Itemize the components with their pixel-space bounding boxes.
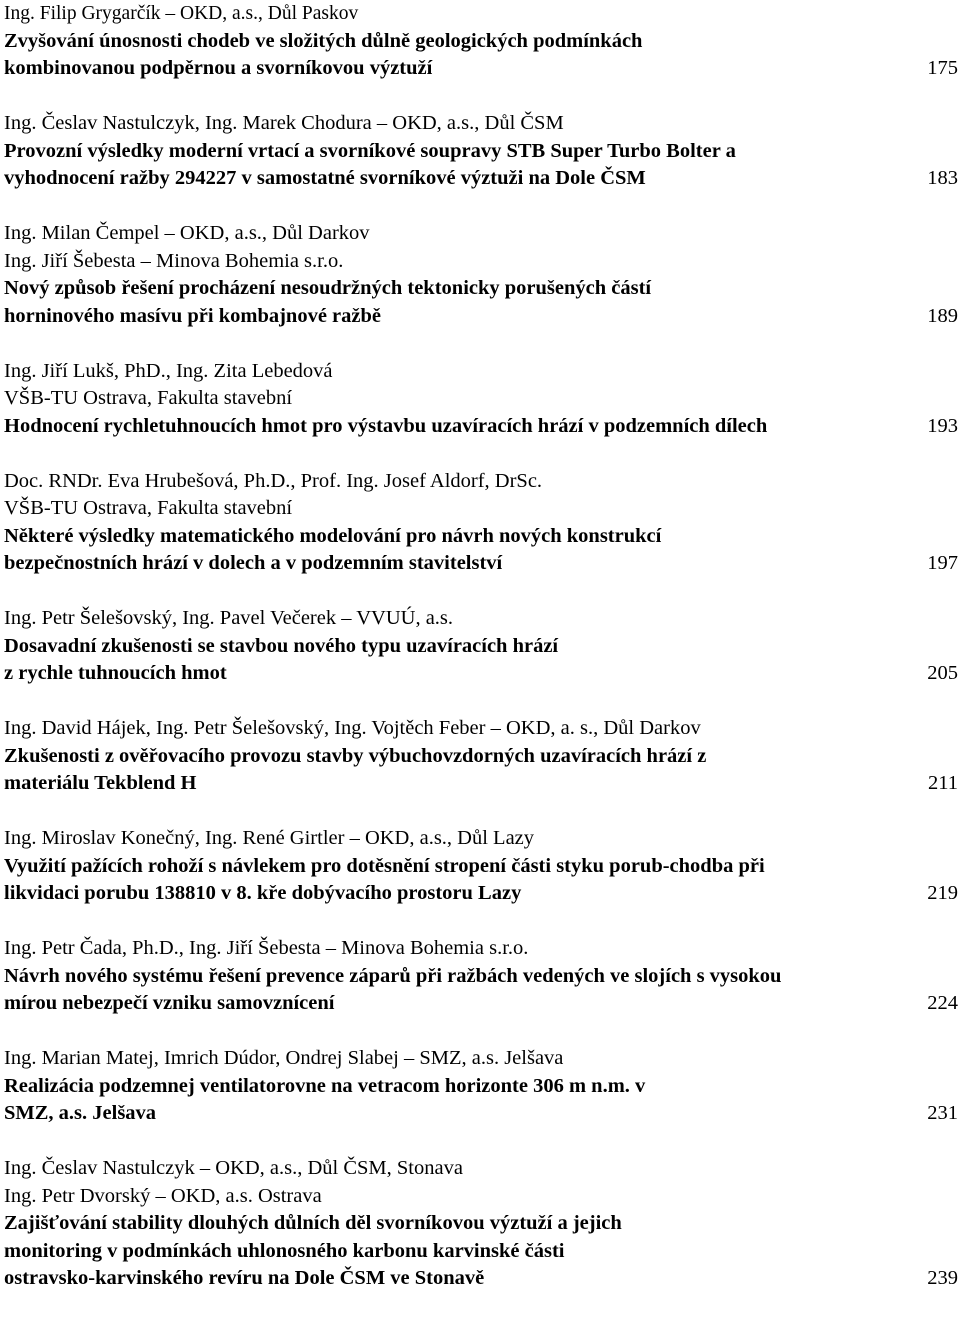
- toc-entry-title-line: [4, 1100, 960, 1128]
- toc-entry-title: z rychle tuhnoucích hmot: [4, 662, 227, 684]
- toc-entry-page-number: 211: [928, 772, 958, 794]
- toc-entry-page-number: 239: [927, 1267, 958, 1289]
- toc-entry-title: bezpečnostních hrází v dolech a v podzemním stavitelství: [4, 552, 503, 574]
- toc-entry-title-line: [4, 743, 960, 771]
- toc-entry-page-number: 175: [927, 57, 958, 79]
- table-of-contents: [4, 0, 960, 1320]
- toc-entry-author: Ing. Jiří Šebesta – Minova Bohemia s.r.o.: [4, 249, 344, 272]
- toc-entry-title-line: [4, 1210, 960, 1238]
- toc-entry: [4, 358, 960, 441]
- toc-entry-title-line: [4, 550, 960, 578]
- toc-entry-page-number: 205: [927, 662, 958, 684]
- toc-entry-title-line: [4, 633, 960, 661]
- toc-entry: [4, 220, 960, 330]
- toc-entry-page-number: 224: [927, 992, 958, 1014]
- toc-entry: [4, 110, 960, 193]
- toc-entry-page-number: 219: [927, 882, 958, 904]
- toc-entry-title: vyhodnocení ražby 294227 v samostatné svorníkové výztuži na Dole ČSM: [4, 167, 646, 189]
- toc-entry-page-number: 231: [927, 1102, 958, 1124]
- toc-entry: [4, 0, 960, 83]
- toc-entry-title-line: [4, 55, 960, 83]
- toc-entry-title-line: [4, 770, 960, 798]
- toc-entry-title: ostravsko-karvinského revíru na Dole ČSM ve Stonavě: [4, 1267, 485, 1289]
- toc-entry-author: Ing. Petr Čada, Ph.D., Ing. Jiří Šebesta – Minova Bohemia s.r.o.: [4, 937, 529, 959]
- toc-entry-title: Zkušenosti z ověřovacího provozu stavby výbuchovzdorných uzavíracích hrází z: [4, 744, 707, 767]
- toc-entry-title: Návrh nového systému řešení prevence záparů při ražbách vedených ve slojích s vysokou: [4, 964, 782, 987]
- toc-entry-title: horninového masívu při kombajnové ražbě: [4, 304, 381, 327]
- toc-entry: [4, 468, 960, 578]
- toc-entry-title-line: [4, 1265, 960, 1293]
- toc-entry: [4, 715, 960, 798]
- toc-entry-title: likvidaci porubu 138810 v 8. kře dobývacího prostoru Lazy: [4, 882, 522, 904]
- toc-entry: [4, 825, 960, 908]
- toc-entry-title-line: [4, 963, 960, 991]
- toc-entry-title: monitoring v podmínkách uhlonosného karbonu karvinské části: [4, 1239, 565, 1262]
- toc-entry-title: Provozní výsledky moderní vrtací a svorníkové soupravy STB Super Turbo Bolter a: [4, 139, 736, 162]
- toc-entry-page-number: 193: [927, 414, 958, 437]
- toc-entry-title: SMZ, a.s. Jelšava: [4, 1102, 157, 1124]
- toc-entry-title-line: [4, 28, 960, 56]
- toc-entry-title-line: [4, 523, 960, 551]
- toc-entry-title-line: [4, 853, 960, 881]
- toc-entry-title: mírou nebezpečí vzniku samovznícení: [4, 992, 335, 1014]
- toc-entry-author: Ing. Miroslav Konečný, Ing. René Girtler – OKD, a.s., Důl Lazy: [4, 827, 535, 849]
- toc-entry-title-line: [4, 1073, 960, 1101]
- toc-entry-author: Ing. Česlav Nastulczyk, Ing. Marek Chodura – OKD, a.s., Důl ČSM: [4, 112, 564, 134]
- toc-entry: [4, 1155, 960, 1293]
- toc-entry-author: Ing. Filip Grygarčík – OKD, a.s., Důl Paskov: [4, 3, 359, 24]
- toc-entry-title: Využití pažících rohoží s návlekem pro dotěsnění stropení části styku porub-chodba při: [4, 854, 765, 877]
- toc-entry-page-number: 189: [927, 304, 958, 327]
- toc-entry-author: Doc. RNDr. Eva Hrubešová, Ph.D., Prof. Ing. Josef Aldorf, DrSc.: [4, 469, 543, 492]
- toc-entry-author: Ing. Česlav Nastulczyk – OKD, a.s., Důl ČSM, Stonava: [4, 1157, 463, 1179]
- toc-entry-title-line: [4, 880, 960, 908]
- toc-entry-title: Nový způsob řešení procházení nesoudržných tektonicky porušených částí: [4, 277, 652, 299]
- toc-entry-author: Ing. Marian Matej, Imrich Dúdor, Ondrej Slabej – SMZ, a.s. Jelšava: [4, 1047, 564, 1069]
- toc-entry-author: Ing. Milan Čempel – OKD, a.s., Důl Darkov: [4, 222, 370, 244]
- toc-entry: [4, 935, 960, 1018]
- toc-entry-title-line: [4, 275, 960, 303]
- toc-entry-title-line: [4, 413, 960, 441]
- toc-entry-title: Zvyšování únosnosti chodeb ve složitých důlně geologických podmínkách: [4, 29, 643, 52]
- toc-entry-title: Dosavadní zkušenosti se stavbou nového typu uzavíracích hrází: [4, 634, 559, 657]
- toc-entry-title-line: [4, 303, 960, 331]
- toc-entry-title: Zajišťování stability dlouhých důlních děl svorníkovou výztuží a jejich: [4, 1212, 622, 1234]
- toc-entry-title: kombinovanou podpěrnou a svorníkovou výztuží: [4, 57, 433, 79]
- toc-entry-page-number: 197: [927, 552, 958, 574]
- toc-entry-title: materiálu Tekblend H: [4, 772, 197, 794]
- toc-entry-author: Ing. David Hájek, Ing. Petr Šelešovský, Ing. Vojtěch Feber – OKD, a. s., Důl Darkov: [4, 717, 701, 739]
- toc-entry-title-line: [4, 1238, 960, 1266]
- toc-entry-title-line: [4, 138, 960, 166]
- toc-entry-title: Hodnocení rychletuhnoucích hmot pro výstavbu uzavíracích hrází v podzemních dílech: [4, 414, 768, 437]
- toc-entry-title-line: [4, 990, 960, 1018]
- toc-entry-author: VŠB-TU Ostrava, Fakulta stavební: [4, 497, 293, 519]
- toc-entry-author: VŠB-TU Ostrava, Fakulta stavební: [4, 387, 293, 409]
- toc-entry-title-line: [4, 660, 960, 688]
- toc-entry-author: Ing. Jiří Lukš, PhD., Ing. Zita Lebedová: [4, 359, 333, 382]
- toc-entry-title-line: [4, 165, 960, 193]
- toc-entry-author: Ing. Petr Dvorský – OKD, a.s. Ostrava: [4, 1184, 322, 1207]
- toc-entry-title: Některé výsledky matematického modelování pro návrh nových konstrukcí: [4, 524, 662, 547]
- toc-entry: [4, 605, 960, 688]
- toc-entry: [4, 1045, 960, 1128]
- toc-entry-page-number: 183: [927, 167, 958, 189]
- toc-entry-title: Realizácia podzemnej ventilatorovne na vetracom horizonte 306 m n.m. v: [4, 1074, 646, 1097]
- toc-entry-author: Ing. Petr Šelešovský, Ing. Pavel Večerek – VVUÚ, a.s.: [4, 607, 454, 629]
